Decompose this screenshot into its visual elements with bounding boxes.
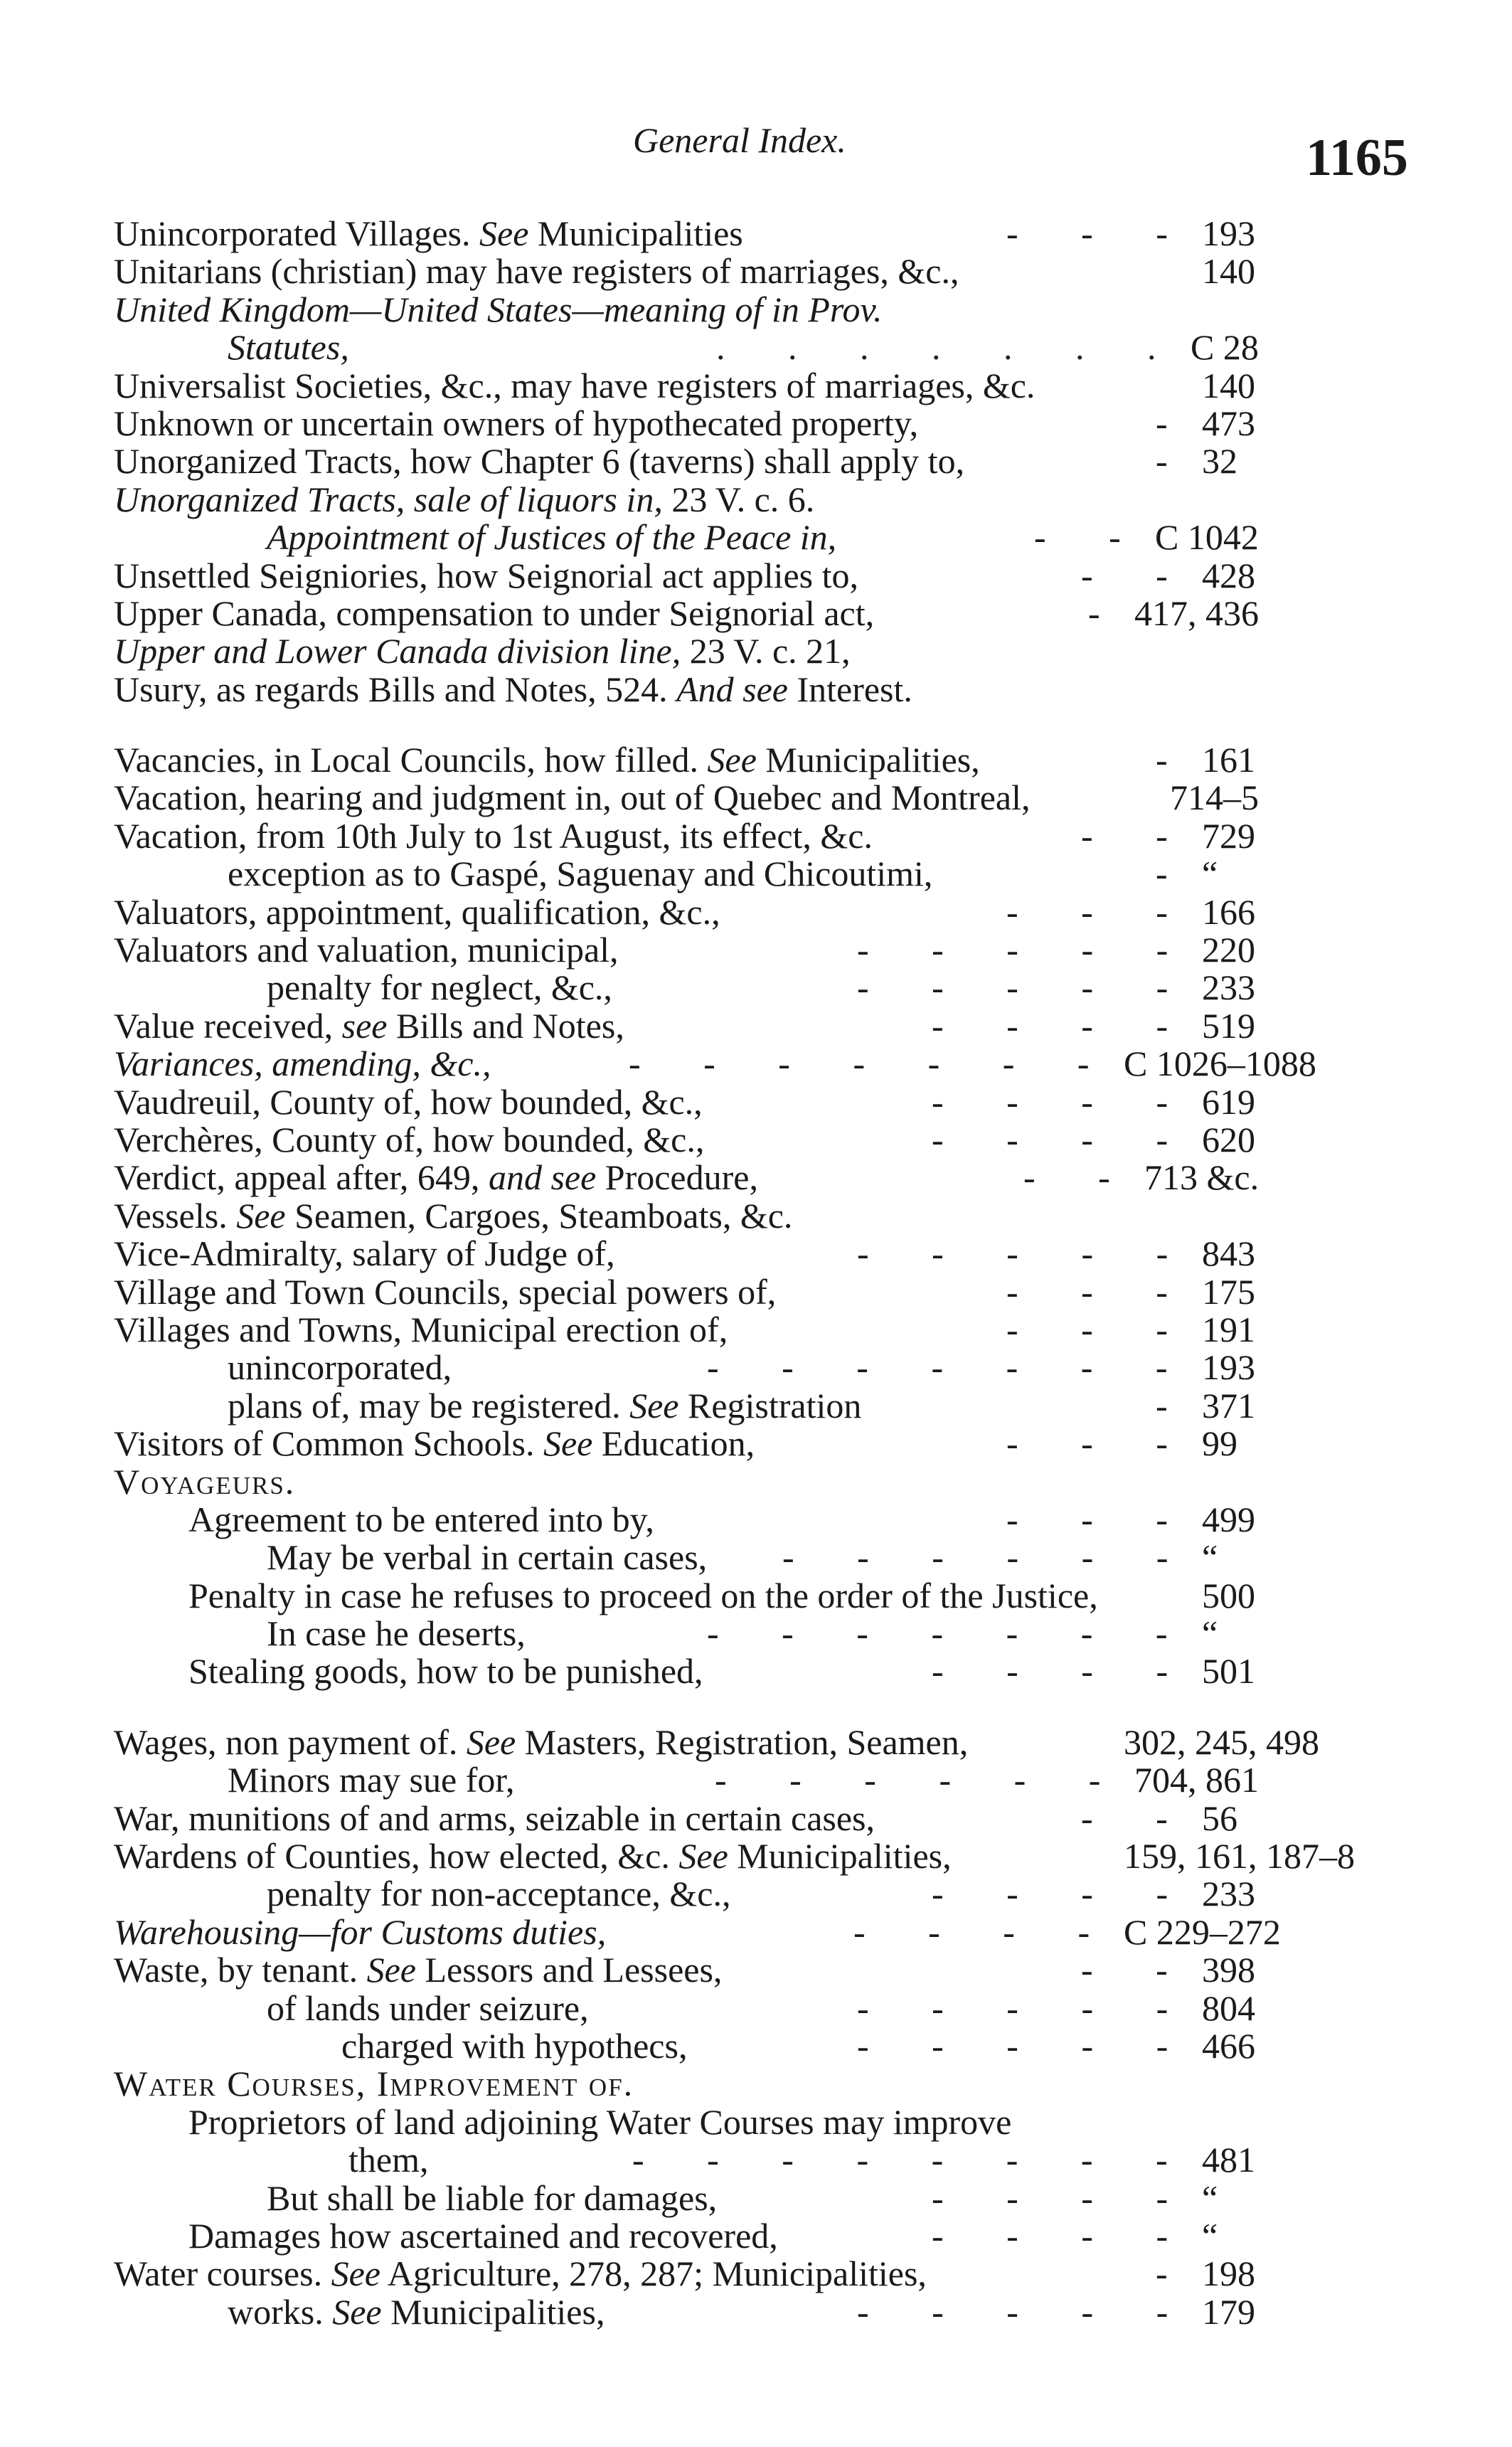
- page-reference: 193: [1202, 1347, 1255, 1388]
- dot-leader: - - - - - -: [782, 1537, 1196, 1578]
- page-reference: “: [1202, 2177, 1218, 2218]
- dot-leader: - - -: [1006, 891, 1195, 932]
- entry-text: Villages and Towns, Municipal erection of,: [114, 1309, 728, 1349]
- entry-text: Vaudreuil, County of, how bounded, &c.,: [114, 1081, 703, 1122]
- entry-text: United Kingdom—United States—meaning of in Prov.: [114, 289, 883, 329]
- index-entry: [0, 1273, 1512, 1311]
- page-reference: 32: [1202, 441, 1237, 482]
- page-reference: 159, 161, 187–8: [1124, 1836, 1355, 1877]
- index-entry: [0, 215, 1512, 253]
- dot-leader: -: [1156, 854, 1195, 894]
- dot-leader: - - - -: [932, 1651, 1196, 1692]
- index-entry: [0, 969, 1512, 1007]
- dot-leader: - -: [1081, 1798, 1195, 1838]
- dot-leader: - -: [1081, 555, 1195, 595]
- dot-leader: - - - -: [932, 1119, 1196, 1159]
- entry-text: Upper Canada, compensation to under Seignorial act,: [114, 593, 875, 633]
- entry-text: Stealing goods, how to be punished,: [188, 1651, 703, 1692]
- index-entry: [0, 1652, 1512, 1690]
- page-reference: C 1026–1088: [1124, 1044, 1316, 1084]
- entry-text: Penalty in case he refuses to proceed on the order of the Justice,: [188, 1575, 1098, 1615]
- page-reference: 729: [1202, 815, 1255, 856]
- entry-text: Universalist Societies, &c., may have registers of marriages, &c.: [114, 365, 1035, 405]
- entry-text: Agreement to be entered into by,: [188, 1499, 654, 1539]
- entry-text: Minors may sue for,: [228, 1760, 515, 1800]
- index-entry: [0, 779, 1512, 817]
- page-reference: 713 &c.: [1144, 1157, 1260, 1198]
- page-reference: 804: [1202, 1987, 1255, 2028]
- section-gap: [0, 708, 1512, 741]
- dot-leader: -: [1156, 1385, 1195, 1426]
- dot-leader: - - - - - - - -: [632, 2140, 1195, 2180]
- index-entry: [0, 2065, 1512, 2103]
- index-entry: [0, 557, 1512, 595]
- page-reference: 191: [1202, 1309, 1255, 1349]
- entry-text: But shall be liable for damages,: [267, 2177, 718, 2218]
- page-reference: 843: [1202, 1233, 1255, 1274]
- index-entry: [0, 1311, 1512, 1349]
- entry-text: Statutes,: [228, 327, 349, 368]
- page-reference: 56: [1202, 1798, 1237, 1838]
- page-reference: 198: [1202, 2254, 1255, 2294]
- page-reference: C 1042: [1155, 517, 1259, 558]
- index-entry: [0, 1463, 1512, 1501]
- dot-leader: - - - - -: [857, 1233, 1196, 1274]
- page-reference: 220: [1202, 930, 1255, 970]
- index-entry: [0, 1539, 1512, 1576]
- dot-leader: - - - - -: [857, 2291, 1196, 2332]
- entry-text: them,: [348, 2140, 429, 2180]
- index-entry: [0, 1721, 1512, 1762]
- dot-leader: - - -: [1006, 1271, 1195, 1312]
- index-entry: [0, 1083, 1512, 1121]
- entry-text: Upper and Lower Canada division line, 23 V. c. 21,: [114, 631, 851, 672]
- dot-leader: - -: [1034, 517, 1148, 558]
- index-entry: [0, 671, 1512, 708]
- page-reference: 179: [1202, 2291, 1255, 2332]
- entry-text: exception as to Gaspé, Saguenay and Chicoutimi,: [228, 854, 933, 894]
- entry-text: Unorganized Tracts, how Chapter 6 (taverns) shall apply to,: [114, 441, 965, 482]
- index-entry: [0, 1837, 1512, 1875]
- dot-leader: - - - -: [853, 1911, 1117, 1952]
- index-entry: [0, 367, 1512, 405]
- entry-text: Visitors of Common Schools. See Education,: [114, 1423, 755, 1464]
- dot-leader: - - - -: [932, 1005, 1196, 1046]
- index-entry: [0, 519, 1512, 556]
- entry-text: charged with hypothecs,: [341, 2025, 688, 2066]
- index-entry: [0, 291, 1512, 329]
- page-reference: 417, 436: [1134, 593, 1259, 633]
- page-reference: 499: [1202, 1499, 1255, 1539]
- dot-leader: - - - - - - -: [707, 1613, 1195, 1654]
- index-entry: [0, 1387, 1512, 1425]
- entry-text: Wages, non payment of. See Masters, Registration, Seamen,: [114, 1721, 969, 1762]
- entry-text: Valuators and valuation, municipal,: [114, 930, 619, 970]
- entry-text: Unsettled Seigniories, how Seignorial act applies to,: [114, 555, 859, 595]
- entry-text: Damages how ascertained and recovered,: [188, 2215, 778, 2256]
- index-entry: [0, 1761, 1512, 1799]
- entry-text: penalty for neglect, &c.,: [267, 967, 612, 1008]
- entry-text: Vessels. See Seamen, Cargoes, Steamboats, &c.: [114, 1195, 793, 1236]
- index-entry: [0, 1577, 1512, 1615]
- entry-text: Vacation, hearing and judgment in, out of Quebec and Montreal,: [114, 777, 1031, 818]
- page-reference: 481: [1202, 2140, 1255, 2180]
- dot-leader: . . . . . . .: [716, 327, 1183, 368]
- index-entry: [0, 893, 1512, 931]
- page-reference: 233: [1202, 967, 1255, 1008]
- dot-leader: - - - - -: [857, 930, 1196, 970]
- dot-leader: - - - - - -: [715, 1760, 1128, 1800]
- page-reference: “: [1202, 1537, 1218, 1578]
- entry-text: War, munitions of and arms, seizable in certain cases,: [114, 1798, 875, 1838]
- section-gap: [0, 1691, 1512, 1724]
- index-entry: [0, 1197, 1512, 1235]
- entry-text: Warehousing—for Customs duties,: [114, 1911, 607, 1952]
- dot-leader: -: [1156, 740, 1195, 780]
- entry-text: works. See Municipalities,: [228, 2291, 605, 2332]
- page-reference: 500: [1202, 1575, 1255, 1615]
- entry-text: Unknown or uncertain owners of hypothecated property,: [114, 403, 919, 443]
- page-reference: 161: [1202, 740, 1255, 780]
- dot-leader: - - -: [1006, 1423, 1195, 1464]
- page-reference: 704, 861: [1134, 1760, 1259, 1800]
- dot-leader: - - - -: [932, 1081, 1196, 1122]
- dot-leader: - - - - - - -: [629, 1044, 1117, 1084]
- index-entry: [0, 442, 1512, 480]
- entry-text: penalty for non-acceptance, &c.,: [267, 1874, 731, 1914]
- entry-text: In case he deserts,: [267, 1613, 526, 1654]
- index-entry: [0, 2141, 1512, 2179]
- entry-text: unincorporated,: [228, 1347, 452, 1388]
- index-entry: [0, 2177, 1512, 2218]
- entry-text: Valuators, appointment, qualification, &c.,: [114, 891, 720, 932]
- page-reference: C 229–272: [1124, 1911, 1281, 1952]
- index-entry: [0, 1235, 1512, 1273]
- dot-leader: -: [1156, 403, 1195, 443]
- entry-text: Water courses. See Agriculture, 278, 287; Municipalities,: [114, 2254, 927, 2294]
- entry-text: Proprietors of land adjoining Water Courses may improve: [188, 2101, 1012, 2142]
- index-entry: [0, 1159, 1512, 1196]
- index-entry: [0, 1875, 1512, 1913]
- index-entry: [0, 1121, 1512, 1159]
- entry-text: Verdict, appeal after, 649, and see Procedure,: [114, 1157, 758, 1198]
- page-reference: C 28: [1191, 327, 1259, 368]
- index-entry: [0, 481, 1512, 519]
- page-reference: 714–5: [1170, 777, 1259, 818]
- entry-text: Unincorporated Villages. See Municipalities: [114, 213, 743, 253]
- index-entry: [0, 855, 1512, 893]
- index-entry: [0, 2217, 1512, 2255]
- entry-text: Value received, see Bills and Notes,: [114, 1005, 624, 1046]
- index-entry: [0, 1045, 1512, 1083]
- index-entry: [0, 1501, 1512, 1539]
- page-reference: 371: [1202, 1385, 1255, 1426]
- page-reference: 501: [1202, 1651, 1255, 1692]
- dot-leader: - - - -: [932, 2177, 1196, 2218]
- index-entry: [0, 741, 1512, 779]
- dot-leader: - - -: [1006, 1309, 1195, 1349]
- index-entry: [0, 817, 1512, 855]
- running-header: General Index.: [633, 120, 846, 160]
- page-reference: 428: [1202, 555, 1255, 595]
- dot-leader: - -: [1081, 1950, 1195, 1990]
- index-entry: [0, 1951, 1512, 1989]
- index-entry: [0, 1007, 1512, 1045]
- entry-text: Usury, as regards Bills and Notes, 524. And see Interest.: [114, 669, 912, 709]
- entry-text: Unorganized Tracts, sale of liquors in, 23 V. c. 6.: [114, 479, 815, 519]
- index-entry: [0, 1425, 1512, 1463]
- index-entries: [0, 215, 1512, 2331]
- page-reference: “: [1202, 1613, 1218, 1654]
- dot-leader: - - - - -: [857, 1987, 1196, 2028]
- dot-leader: - - - -: [932, 2215, 1196, 2256]
- index-entry: [0, 595, 1512, 632]
- page-reference: 398: [1202, 1950, 1255, 1990]
- entry-text: Appointment of Justices of the Peace in,: [267, 517, 837, 558]
- entry-text: Water Courses, Improvement of.: [114, 2064, 634, 2104]
- index-entry: [0, 2255, 1512, 2293]
- entry-text: of lands under seizure,: [267, 1987, 589, 2028]
- dot-leader: - - - -: [932, 1874, 1196, 1914]
- entry-text: Wardens of Counties, how elected, &c. See Municipalities,: [114, 1836, 952, 1877]
- page-reference: 99: [1202, 1423, 1237, 1464]
- entry-text: Vacation, from 10th July to 1st August, its effect, &c.: [114, 815, 873, 856]
- dot-leader: - - - - -: [857, 2025, 1196, 2066]
- page-reference: 233: [1202, 1874, 1255, 1914]
- index-entry: [0, 1349, 1512, 1386]
- index-entry: [0, 1913, 1512, 1951]
- dot-leader: -: [1088, 593, 1127, 633]
- dot-leader: - - - - -: [857, 967, 1196, 1008]
- page-reference: 302, 245, 498: [1124, 1721, 1319, 1762]
- entry-text: May be verbal in certain cases,: [267, 1537, 708, 1578]
- page-reference: 166: [1202, 891, 1255, 932]
- page-number: 1165: [1306, 129, 1408, 187]
- dot-leader: - -: [1081, 815, 1195, 856]
- index-entry: [0, 253, 1512, 290]
- entry-text: Variances, amending, &c.,: [114, 1044, 491, 1084]
- entry-text: Village and Town Councils, special powers of,: [114, 1271, 777, 1312]
- dot-leader: -: [1156, 2254, 1195, 2294]
- dot-leader: - - - - - - -: [707, 1347, 1195, 1388]
- page-reference: 466: [1202, 2025, 1255, 2066]
- page-reference: 175: [1202, 1271, 1255, 1312]
- page-reference: “: [1202, 854, 1218, 894]
- index-entry: [0, 2293, 1512, 2331]
- index-entry: [0, 1615, 1512, 1652]
- index-entry: [0, 2103, 1512, 2141]
- index-entry: [0, 1987, 1512, 2028]
- page-reference: 140: [1202, 251, 1255, 292]
- page-reference: 619: [1202, 1081, 1255, 1122]
- page-reference: 473: [1202, 403, 1255, 443]
- index-entry: [0, 2027, 1512, 2065]
- index-entry: [0, 329, 1512, 366]
- page-reference: 620: [1202, 1119, 1255, 1159]
- page-reference: 140: [1202, 365, 1255, 405]
- page-reference: 519: [1202, 1005, 1255, 1046]
- index-entry: [0, 405, 1512, 442]
- dot-leader: -: [1156, 441, 1195, 482]
- entry-text: Vice-Admiralty, salary of Judge of,: [114, 1233, 615, 1274]
- page-reference: 193: [1202, 213, 1255, 253]
- entry-text: Verchères, County of, how bounded, &c.,: [114, 1119, 705, 1159]
- dot-leader: - - -: [1006, 213, 1195, 253]
- entry-text: Waste, by tenant. See Lessors and Lessees,: [114, 1950, 723, 1990]
- index-entry: [0, 931, 1512, 969]
- page-reference: “: [1202, 2215, 1218, 2256]
- index-entry: [0, 1800, 1512, 1837]
- entry-text: Voyageurs.: [114, 1461, 296, 1502]
- dot-leader: - - -: [1006, 1499, 1195, 1539]
- entry-text: Vacancies, in Local Councils, how filled. See Municipalities,: [114, 740, 980, 780]
- index-entry: [0, 632, 1512, 670]
- entry-text: Unitarians (christian) may have registers of marriages, &c.,: [114, 251, 959, 292]
- entry-text: plans of, may be registered. See Registration: [228, 1385, 862, 1426]
- dot-leader: - -: [1023, 1157, 1137, 1198]
